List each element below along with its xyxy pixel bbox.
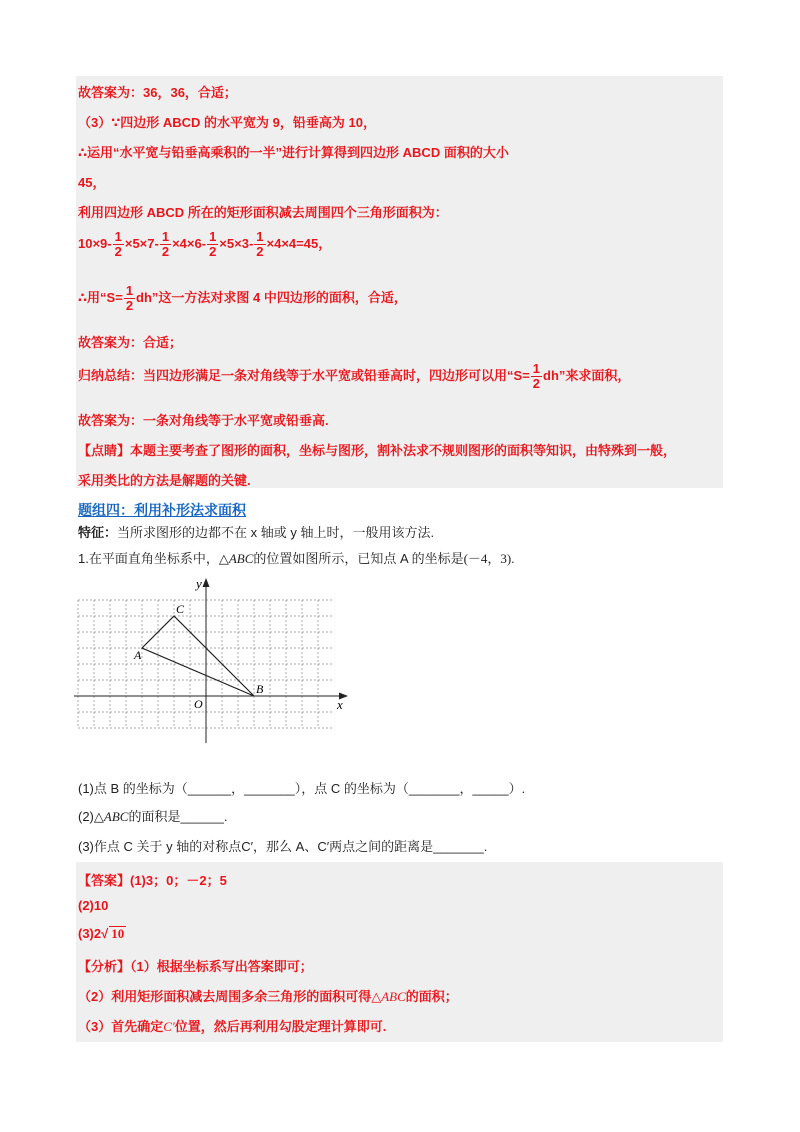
label-o: O [194, 697, 203, 711]
solution-line: 利用四边形 ABCD 所在的矩形面积减去周围四个三角形面积为： [78, 205, 448, 220]
eq-part: ×4×4=45， [266, 235, 332, 251]
label-b: B [256, 682, 264, 696]
point-c-prime: C′ [163, 1019, 175, 1034]
text-part: 的位置如图所示，已知点 A 的坐标是 [253, 551, 464, 566]
fraction-num: 1 [161, 229, 170, 244]
solution-line: （3）∵四边形 ABCD 的水平宽为 9，铅垂高为 10， [78, 115, 376, 130]
analysis-line [78, 986, 458, 1005]
area-equation [78, 230, 331, 259]
solution-line: 故答案为：合适； [78, 335, 183, 350]
answer-line: 【答案】(1)3；0；－2；5 [78, 873, 227, 888]
coordinate-graph [70, 575, 360, 750]
fraction [160, 230, 171, 259]
fraction [113, 230, 124, 259]
analysis-line [78, 1016, 386, 1035]
label-a: A [134, 648, 142, 662]
coord-A: (－4，3). [463, 551, 515, 566]
text-part: dh”来求面积， [543, 367, 631, 383]
y-axis-arrow [203, 578, 210, 587]
eq-part: ×5×7- [124, 235, 159, 251]
feature-text: 当所求图形的边都不在 x 轴或 y 轴上时，一般用该方法. [117, 525, 435, 540]
triangle-name: ABC [103, 809, 129, 824]
question-part-1: (1)点 B 的坐标为（______，_______），点 C 的坐标为（_______，_____）. [78, 781, 526, 796]
solution-line: 【点睛】本题主要考查了图形的面积，坐标与图形，割补法求不规则图形的面积等知识，由特殊到一般， [78, 443, 677, 458]
text-part: (2) [78, 809, 94, 824]
solution-line: 故答案为：36，36，合适； [78, 85, 237, 100]
eq-part: ×4×6- [172, 235, 207, 251]
sqrt-radicand: 10 [111, 926, 125, 941]
fraction-num: 1 [114, 229, 122, 244]
solution-line: 采用类比的方法是解题的关键. [78, 473, 251, 488]
section-feature [78, 522, 434, 541]
sqrt-symbol: √ [101, 926, 109, 941]
answer-line [78, 926, 126, 941]
triangle-abc [142, 616, 254, 696]
eq-part: ×5×3- [219, 235, 254, 251]
answer-line: (2)10 [78, 898, 109, 913]
triangle-name: ABC [381, 989, 406, 1004]
fraction-den: 2 [209, 244, 217, 259]
triangle-symbol: △ [218, 551, 229, 566]
text-part: 的面积； [405, 989, 458, 1004]
fraction-num: 1 [256, 229, 264, 244]
section-title: 题组四：利用补形法求面积 [78, 502, 246, 518]
text-part: （2）利用矩形面积减去周围多余三角形的面积可得 [78, 989, 372, 1004]
fraction-num: 1 [125, 283, 134, 298]
text-part: 归纳总结：当四边形满足一条对角线等于水平宽或铅垂高时，四边形可以用“S= [78, 367, 530, 383]
solution-line: 45， [78, 175, 106, 190]
fraction [254, 230, 265, 259]
eq-part: 10×9- [78, 235, 112, 251]
question-part-3: (3)作点 C 关于 y 轴的对称点C′，那么 A、C′两点之间的距离是_______. [78, 839, 488, 854]
solution-line: ∴运用“水平宽与铅垂高乘积的一半”进行计算得到四边形 ABCD 面积的大小 [78, 145, 509, 160]
label-x: x [337, 697, 343, 712]
fraction-den: 2 [114, 244, 122, 259]
question-stem [78, 548, 515, 567]
question-part-2 [78, 806, 227, 825]
text-part: (3)2 [78, 926, 102, 941]
triangle-name: ABC [228, 551, 254, 566]
label-c: C [176, 602, 185, 616]
label-y: y [196, 576, 202, 591]
analysis-line: 【分析】（1）根据坐标系写出答案即可； [78, 959, 313, 974]
solution-line [78, 362, 630, 391]
triangle-symbol: △ [93, 809, 104, 824]
text-part: 1.在平面直角坐标系中， [78, 551, 219, 566]
triangle-symbol: △ [371, 989, 382, 1004]
fraction-num: 1 [532, 361, 540, 376]
text-part: 的面积是______. [128, 809, 228, 824]
feature-label: 特征： [78, 525, 118, 540]
text-part: dh”这一方法对求图 4 中四边形的面积，合适， [136, 289, 407, 305]
fraction-den: 2 [256, 244, 264, 259]
fraction-den: 2 [125, 298, 134, 313]
text-part: 位置，然后再利用勾股定理计算即可. [174, 1019, 387, 1034]
fraction [531, 362, 542, 391]
text-part: ∴用“S= [78, 289, 123, 305]
fraction-den: 2 [161, 244, 170, 259]
fraction-num: 1 [209, 229, 217, 244]
fraction [207, 230, 218, 259]
text-part: （3）首先确定 [78, 1019, 164, 1034]
solution-line: 故答案为：一条对角线等于水平宽或铅垂高. [78, 413, 329, 428]
fraction-den: 2 [532, 376, 540, 391]
solution-line [78, 284, 407, 313]
answer-box [76, 862, 723, 1042]
fraction [124, 284, 135, 313]
